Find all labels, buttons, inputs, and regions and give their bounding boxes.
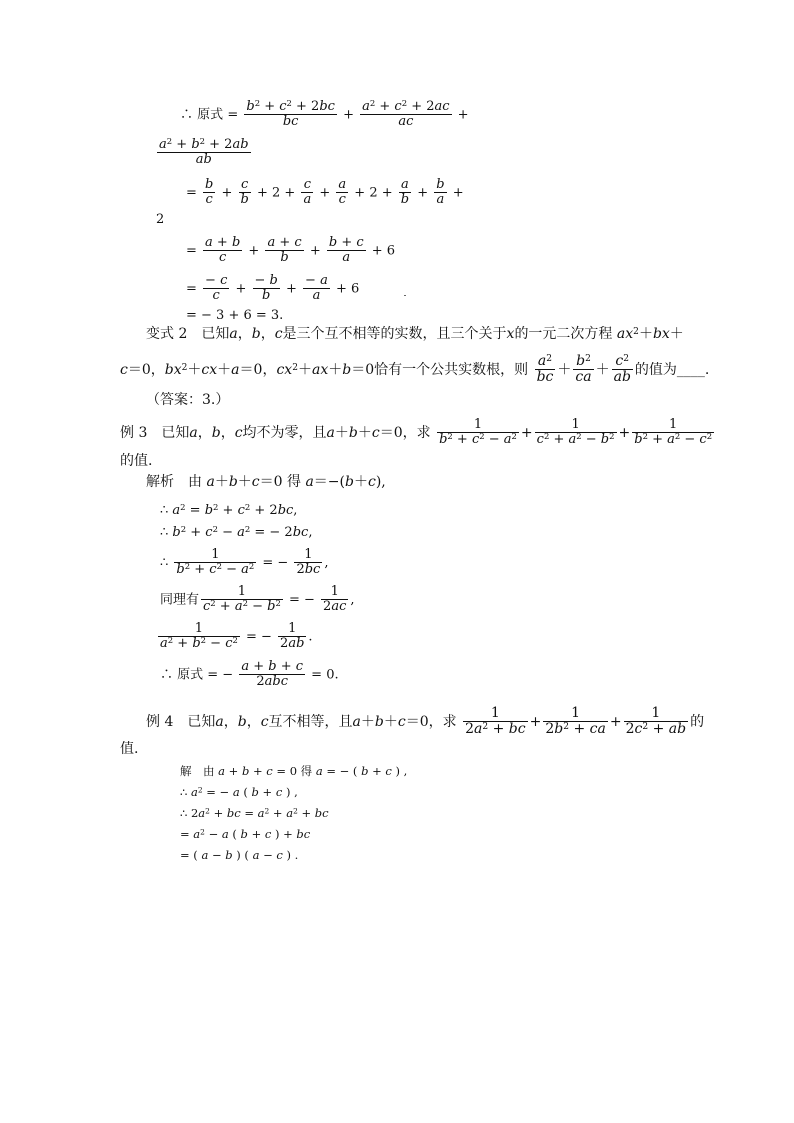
line-split-fractions: = $\frac{b}{c}$ + $\frac{c}{b}$ + 2 + $\frac{c}{a}$ + $\frac{a}{c}$ + 2 + $\frac{a}{b}$ + $\frac{b}{a}$ +	[186, 177, 464, 208]
step-difference: ∴ $b^2 + c^2 - a^2$ = − 2bc,	[160, 524, 313, 540]
fraction: $\frac{a^2 + b^2 + 2ab}{ab}$	[159, 136, 249, 168]
therefore-symbol: ∴	[180, 107, 194, 123]
solution-line: 解 由 a + b + c = 0 得 a = − ( b + c ) ,	[180, 764, 408, 778]
fraction: $\frac{a^2 + c^2 + 2ac}{ac}$	[362, 98, 450, 130]
step-a-squared: ∴ $a^2 = b^2 + c^2 + 2bc$,	[160, 502, 298, 518]
line-result: = − 3 + 6 = 3.	[186, 308, 284, 323]
variant2-line2: c＝0，$bx^2+cx+a=0$，$cx^2+ax+b=0$恰有一个公共实数根，则 $\frac{a^2}{bc}$ ＋ $\frac{b^2}{ca}$ ＋ $\frac{c^2}{ab}$ 的值为____.	[120, 353, 710, 386]
solution-step3: = $a^2 - a$ ( b + c ) + bc	[180, 827, 311, 841]
solution-step1: ∴ $a^2$ = − a ( b + c ) ,	[180, 785, 298, 799]
line-fraction-ab	[155, 138, 253, 168]
variant2-line1: 变式 2 已知a，b，c是三个互不相等的实数，且三个关于x的一元二次方程 $ax^2+bx+$	[146, 326, 684, 342]
line-substituted: = $\frac{- c}{c}$ + $\frac{- b}{b}$ + $\frac{- a}{a}$ + 6	[186, 273, 360, 304]
step-original-zero: ∴ 原式 = − $\frac{a + b + c}{\text{2abc}}$ = 0.	[160, 659, 339, 690]
example3-end: 的值.	[120, 453, 153, 469]
line-combined-fractions: = $\frac{a + b}{c}$ + $\frac{a + c}{b}$ + $\frac{b + c}{a}$ + 6	[186, 235, 396, 266]
example3-line: 例 3 已知a，b，c均不为零，且a＋b＋c＝0，求 $\frac{1}{b^2 + c^2 - a^2}$ + $\frac{1}{c^2 + a^2 - b^2}$ + $\frac{1}{b^2 + a^2 - c^2}$	[120, 417, 713, 448]
step-reciprocal-3: $\frac{1}{a^2 + b^2 - c^2}$ = − $\frac{1}{2ab}$ .	[160, 621, 313, 652]
line-two: 2	[156, 212, 165, 227]
speck	[404, 295, 406, 296]
line-original-expression: ∴ 原式 = $\frac{b^2 + c^2 + 2bc}{bc}$ + $\frac{a^2 + c^2 + 2ac}{ac}$ +	[180, 98, 469, 130]
analysis-line: 解析 由 a＋b＋c＝0 得 a＝−(b＋c),	[146, 474, 386, 490]
example4-end: 值.	[120, 741, 139, 757]
solution-step4: = ( a − b ) ( a − c ) .	[180, 848, 299, 862]
original-label: 原式	[197, 107, 224, 123]
fraction: $\frac{b^2 + c^2 + 2bc}{bc}$	[246, 98, 335, 130]
answer-line: （答案：3.）	[146, 392, 230, 408]
step-reciprocal-2: 同理有 $\frac{1}{c^2 + a^2 - b^2}$ = − $\frac{1}{2ac}$ ,	[160, 584, 355, 615]
example4-line: 例 4 已知a，b，c互不相等，且a＋b＋c＝0，求 $\frac{1}{2a^2 + bc}$ + $\frac{1}{2b^2 + ca}$ + $\frac{1}{2c^2 + ab}$ 的	[146, 705, 705, 738]
step-reciprocal-1: ∴ $\frac{1}{b^2 + c^2 - a^2}$ = − $\frac{1}{2bc}$ ,	[160, 547, 329, 578]
solution-step2: ∴ $2a^2$ + bc = $a^2 + a^2$ + bc	[180, 806, 329, 820]
